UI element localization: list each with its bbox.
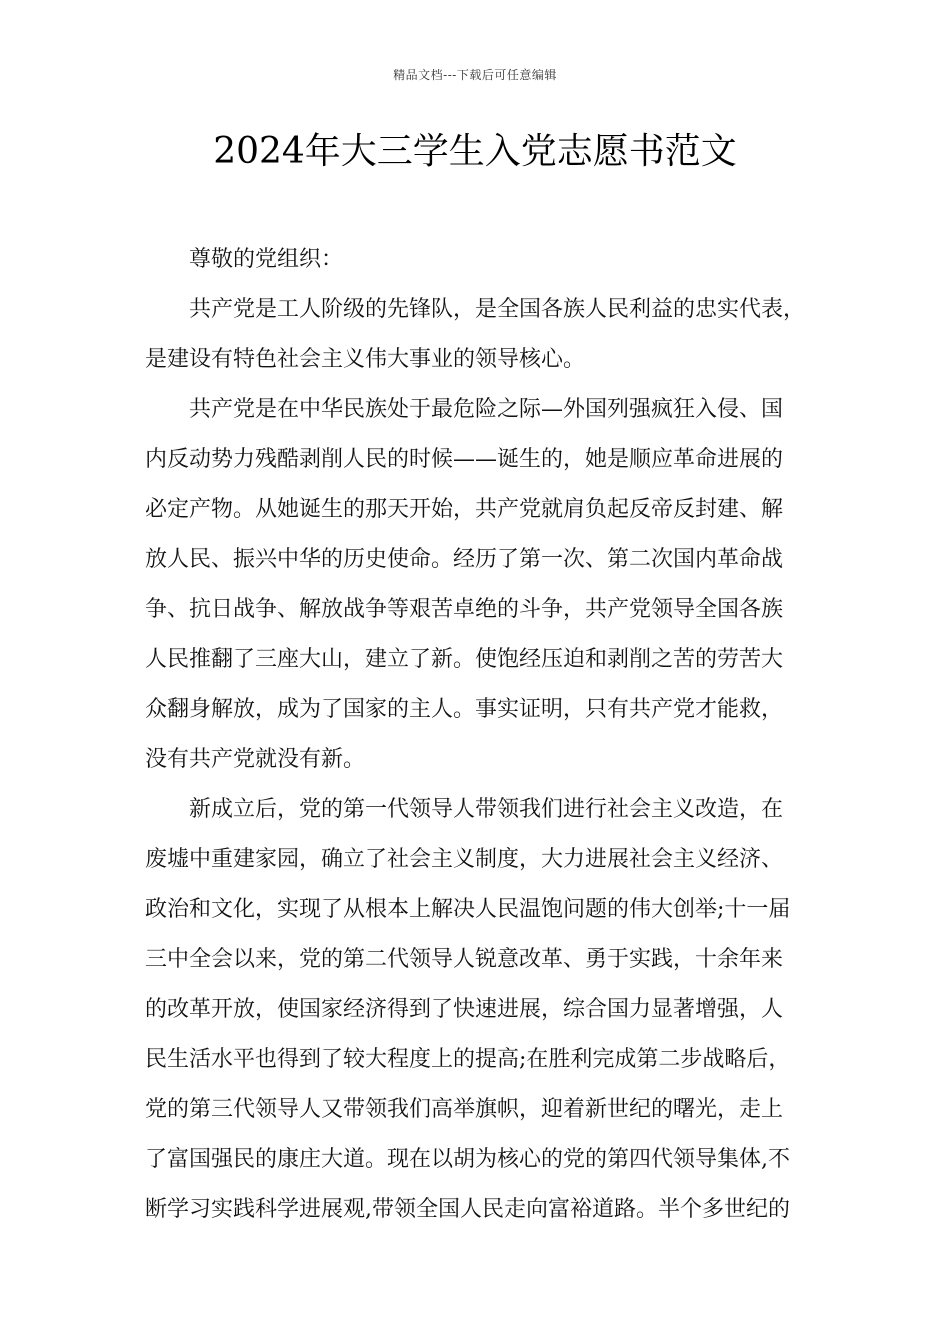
paragraph-line: 没有共产党就没有新。 [145,747,366,772]
paragraph-line: 必定产物。从她诞生的那天开始，共产党就肩负起反帝反封建、解 [145,497,784,522]
paragraph [145,285,825,385]
paragraph-line: 人民推翻了三座大山，建立了新。使饱经压迫和剥削之苦的劳苦大 [145,647,784,672]
paragraph-line: 新成立后，党的第一代领导人带领我们进行社会主义改造，在 [189,797,784,822]
paragraph-line: 党的第三代领导人又带领我们高举旗帜，迎着新世纪的曙光，走上 [145,1097,784,1122]
paragraph-line: 众翻身解放，成为了国家的主人。事实证明，只有共产党才能救， [145,697,784,722]
paragraph-line: 民生活水平也得到了较大程度上的提高;在胜利完成第二步战略后， [145,1047,791,1072]
paragraph-line: 断学习实践科学进展观,带领全国人民走向富裕道路。半个多世纪的 [145,1197,790,1222]
paragraph-line: 废墟中重建家园，确立了社会主义制度，大力进展社会主义经济、 [145,847,784,872]
page-header: 精品文档---下载后可任意编辑 [393,68,557,82]
document-body [145,235,825,1235]
paragraph-line: 内反动势力残酷剥削人民的时候——诞生的，她是顺应革命进展的 [145,447,784,472]
paragraph-line: 了富国强民的康庄大道。现在以胡为核心的党的第四代领导集体,不 [145,1147,790,1172]
salutation: 尊敬的党组织： [189,247,344,272]
document-title: 2024年大三学生入党志愿书范文 [213,131,737,172]
paragraph-line: 的改革开放，使国家经济得到了快速进展，综合国力显著增强，人 [145,997,784,1022]
paragraph-line: 是建设有特色社会主义伟大事业的领导核心。 [145,347,586,372]
paragraph [145,785,825,1235]
paragraph-line: 三中全会以来，党的第二代领导人锐意改革、勇于实践，十余年来 [145,947,784,972]
paragraph-line: 共产党是在中华民族处于最危险之际—外国列强疯狂入侵、国 [189,397,784,422]
paragraph-line: 放人民、振兴中华的历史使命。经历了第一次、第二次国内革命战 [145,547,784,572]
paragraph-line: 争、抗日战争、解放战争等艰苦卓绝的斗争，共产党领导全国各族 [145,597,784,622]
paragraph-line: 共产党是工人阶级的先锋队，是全国各族人民利益的忠实代表， [189,297,806,322]
paragraph-line: 政治和文化，实现了从根本上解决人民温饱问题的伟大创举;十一届 [145,897,791,922]
paragraph [145,385,825,785]
